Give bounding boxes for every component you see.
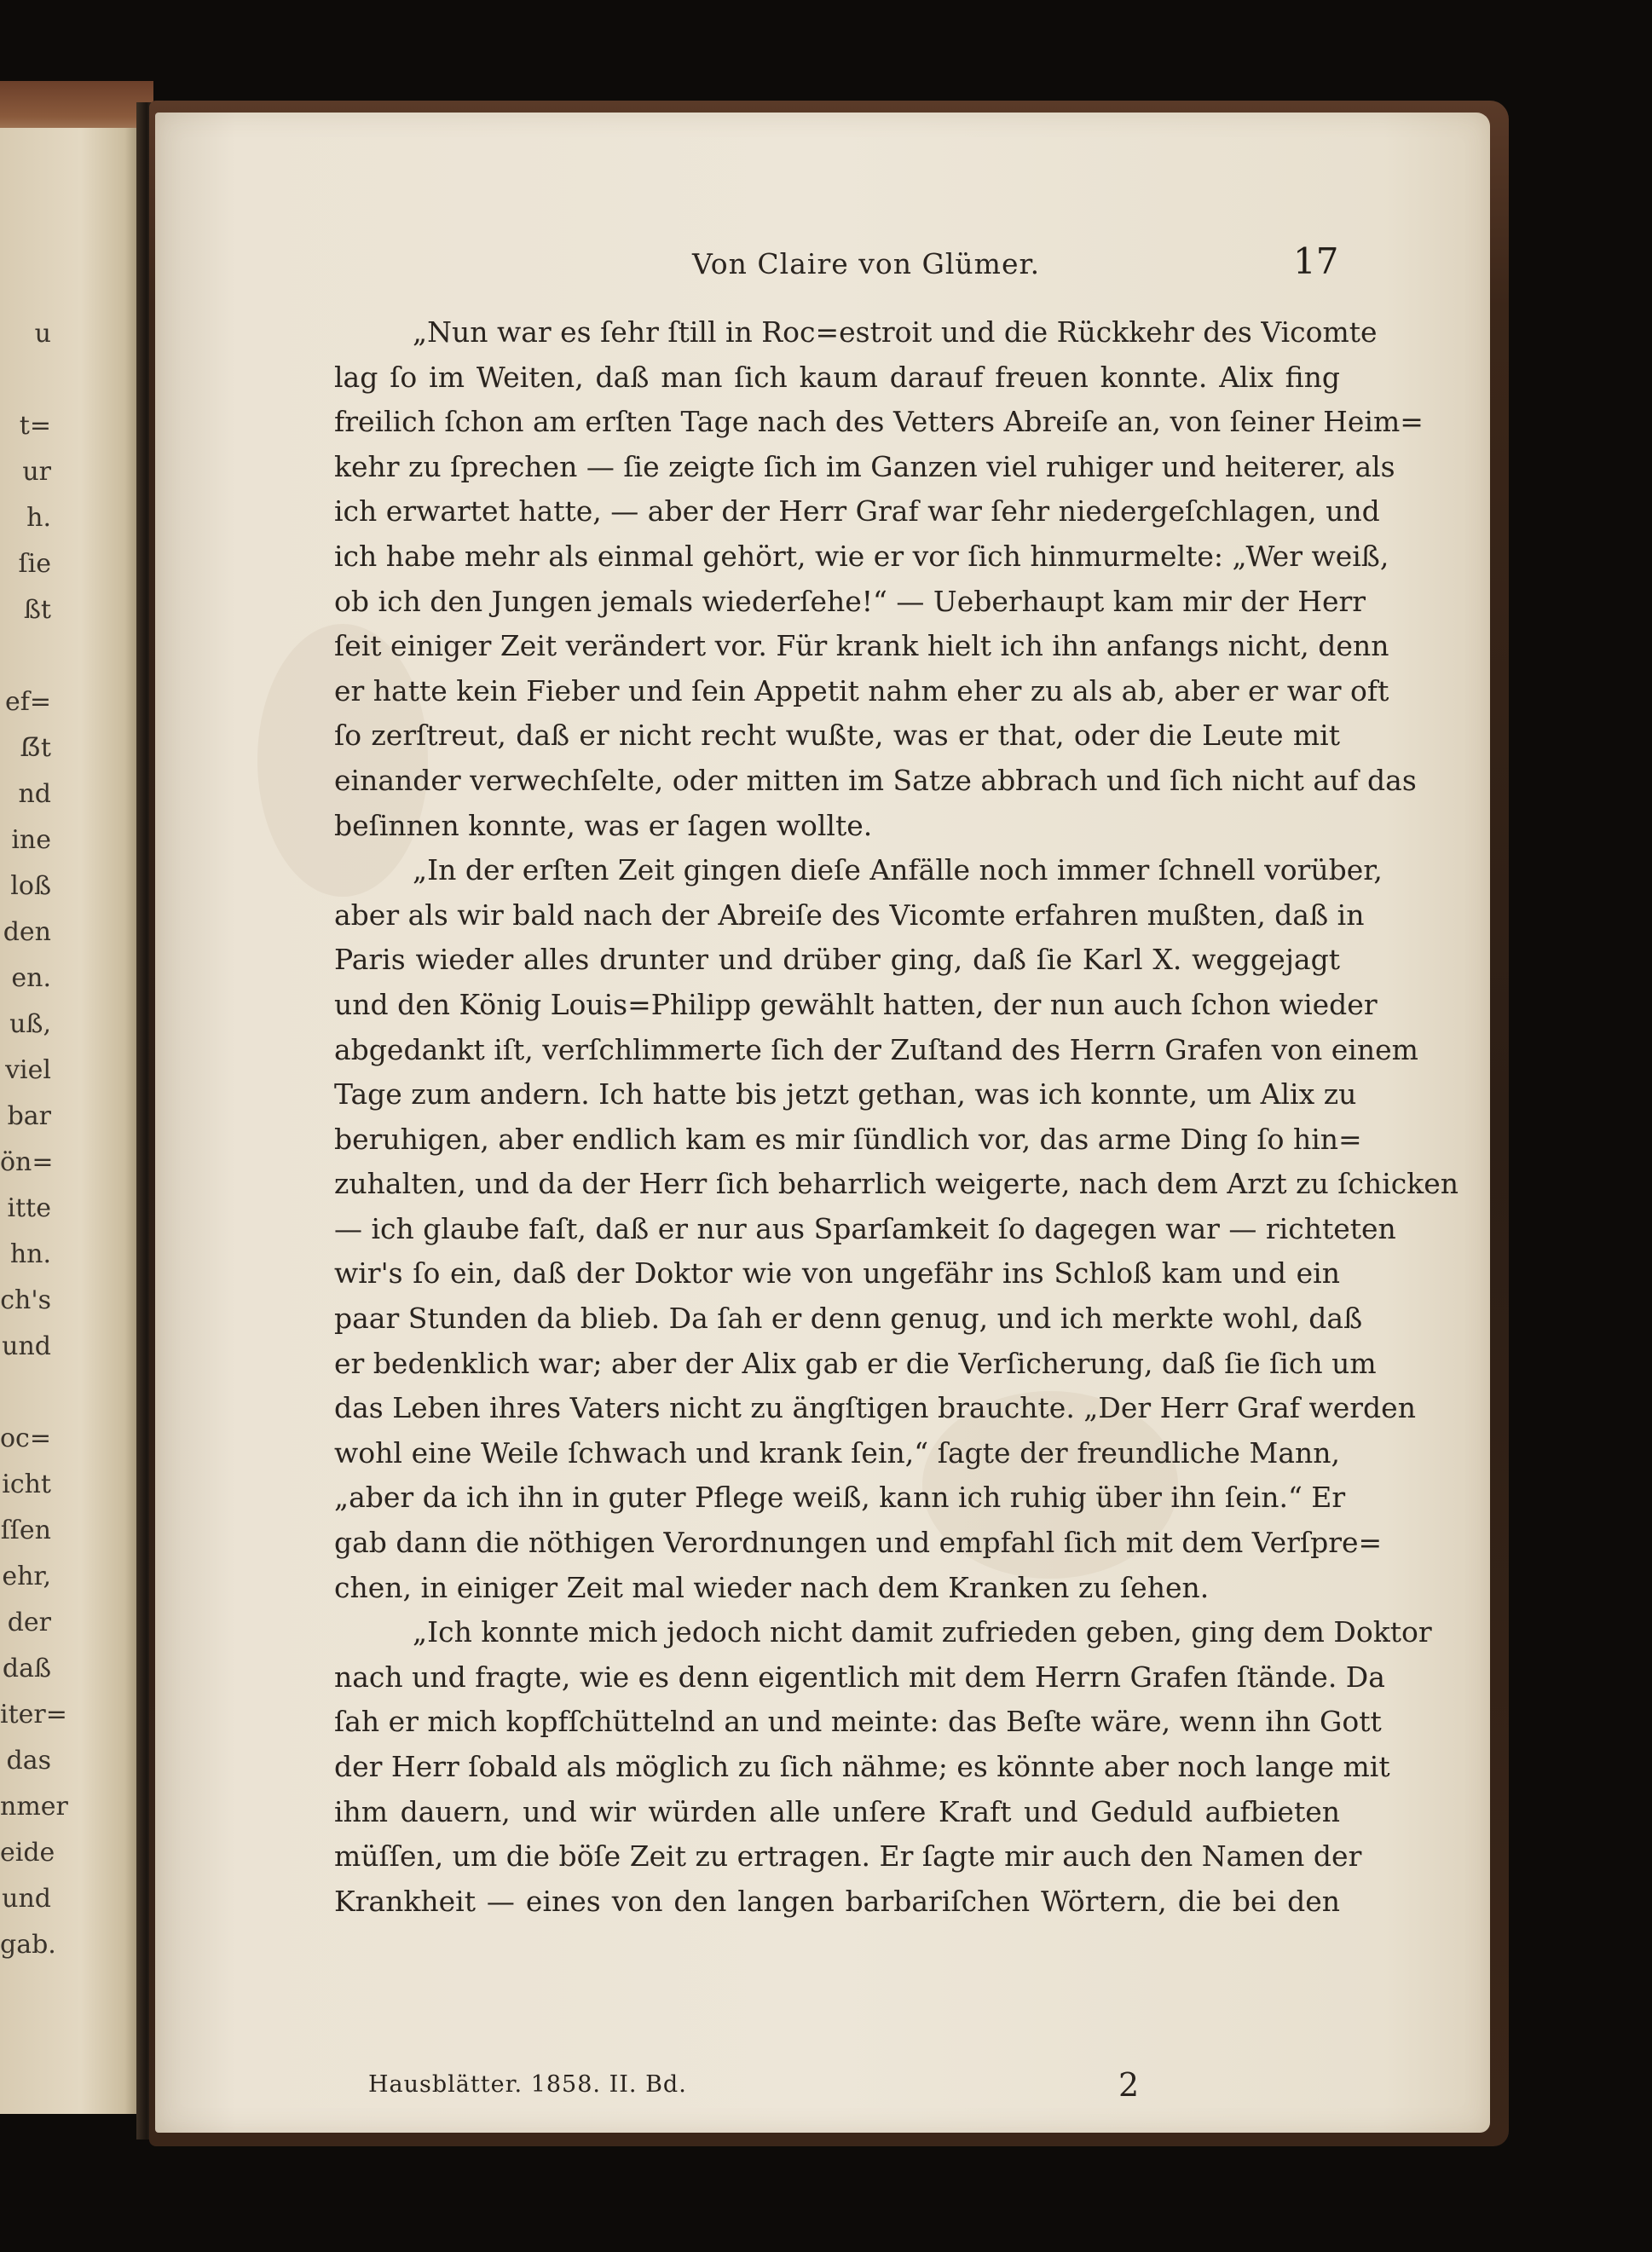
left-page-fragment: en. <box>11 963 51 993</box>
paragraph <box>334 848 1459 1610</box>
text-line: müſſen, um die böſe Zeit zu ertragen. Er ſagte mir auch den Namen der <box>334 1839 1362 1874</box>
left-page-fragment: das <box>6 1746 51 1776</box>
page-footer <box>155 2066 1490 2122</box>
text-line: ſah er mich kopfſchüttelnd an und meinte: das Beſte wäre, wenn ihn Gott <box>334 1705 1382 1739</box>
text-line: „Ich konnte mich jedoch nicht damit zufrieden geben, ging dem Doktor <box>413 1615 1432 1649</box>
left-page-fragment: eide <box>0 1838 55 1868</box>
text-line: chen, in einiger Zeit mal wieder nach dem Kranken zu ſehen. <box>334 1570 1210 1604</box>
left-page-fragment <box>0 357 51 403</box>
left-page-fragment: ch's <box>0 1285 51 1315</box>
signature-number: 2 <box>1118 2066 1140 2104</box>
left-page-fragment: iter= <box>0 1700 67 1729</box>
text-line: Paris wieder alles drunter und drüber ging, daß ſie Karl X. weggejagt <box>334 943 1340 977</box>
left-page-fragment: ön= <box>0 1147 54 1177</box>
text-line: „aber da ich ihn in guter Pflege weiß, kann ich ruhig über ihn ſein.“ Er <box>334 1481 1346 1515</box>
paragraph <box>334 1610 1432 1924</box>
left-page-fragment: icht <box>2 1470 51 1499</box>
text-line: Krankheit — eines von den langen barbariſchen Wörtern, die bei den <box>334 1884 1340 1918</box>
left-page-fragment: ſſen <box>0 1516 51 1545</box>
text-line: das Leben ihres Vaters nicht zu ängſtigen brauchte. „Der Herr Graf werden <box>334 1391 1416 1425</box>
running-head <box>155 232 1490 300</box>
text-line: wir's ſo ein, daß der Doktor wie von ungefähr ins Schloß kam und ein <box>334 1256 1340 1291</box>
text-line: ob ich den Jungen jemals wiederſehe!“ — Ueberhaupt kam mir der Herr <box>334 584 1366 618</box>
left-page-fragment: uß, <box>9 1009 51 1039</box>
text-line: paar Stunden da blieb. Da ſah er denn genug, und ich merkte wohl, daß <box>334 1302 1363 1336</box>
text-line: abgedankt iſt, verſchlimmerte ſich der Zuſtand des Herrn Grafen von einem <box>334 1032 1418 1066</box>
left-page-fragment: hn. <box>9 1239 51 1269</box>
left-page-fragment: gab. <box>0 1930 56 1960</box>
text-line: „Nun war es ſehr ſtill in Roc=estroit und die Rückkehr des Vicomte <box>413 315 1378 349</box>
left-page-fragment: ſie <box>18 549 51 579</box>
left-page-fragment: ine <box>11 825 51 855</box>
left-page-fragment <box>0 1370 51 1416</box>
running-head-title: Von Claire von Glümer. <box>692 247 1041 280</box>
page-number: 17 <box>1293 240 1339 282</box>
text-line: der Herr ſobald als möglich zu ſich nähme; es könnte aber noch lange mit <box>334 1750 1390 1783</box>
left-page-fragment: oc= <box>0 1423 51 1453</box>
text-line: zuhalten, und da der Herr ſich beharrlich weigerte, nach dem Arzt zu ſchicken <box>334 1167 1459 1201</box>
left-page-fragment: bar <box>7 1101 51 1131</box>
left-page-fragment: itte <box>7 1193 51 1223</box>
left-page-fragment: ur <box>22 457 51 487</box>
text-line: und den König Louis=Philipp gewählt hatten, der nun auch ſchon wieder <box>334 987 1378 1021</box>
text-line: — ich glaube faſt, daß er nur aus Sparſamkeit ſo dagegen war — richteten <box>334 1211 1396 1245</box>
left-page-text-fragments <box>0 311 68 1968</box>
text-line: freilich ſchon am erſten Tage nach des Vetters Abreiſe an, von ſeiner Heim= <box>334 405 1424 439</box>
text-line: kehr zu ſprechen — ſie zeigte ſich im Ganzen viel ruhiger und heiterer, als <box>334 449 1395 483</box>
left-page-fragment: ef= <box>5 687 51 717</box>
text-line: wohl eine Weile ſchwach und krank ſein,“ ſagte der freundliche Mann, <box>334 1435 1340 1470</box>
text-line: gab dann die nöthigen Verordnungen und empfahl ſich mit dem Verſpre= <box>334 1526 1383 1560</box>
signature-mark: Hausblätter. 1858. II. Bd. <box>368 2071 687 2098</box>
left-page-fragment: der <box>7 1608 51 1637</box>
paragraph <box>334 310 1424 848</box>
text-line: er hatte kein Fieber und ſein Appetit nahm eher zu als ab, aber er war oft <box>334 673 1389 707</box>
text-line: ich erwartet hatte, — aber der Herr Graf war ſehr niedergeſchlagen, und <box>334 494 1380 528</box>
text-line: „In der erſten Zeit gingen dieſe Anfälle noch immer ſchnell vorüber, <box>413 853 1383 887</box>
left-page-fragment: ẞt <box>20 733 51 763</box>
left-page-fragment: h. <box>26 503 51 533</box>
left-page-fragment: t= <box>19 411 51 441</box>
left-page-fragment: und <box>2 1884 51 1914</box>
text-line: nach und fragte, wie es denn eigentlich mit dem Herrn Grafen ſtände. Da <box>334 1660 1385 1694</box>
text-line: aber als wir bald nach der Abreiſe des Vicomte erfahren mußten, daß in <box>334 898 1365 932</box>
left-page-fragment: u <box>34 319 51 349</box>
text-line: Tage zum andern. Ich hatte bis jetzt gethan, was ich konnte, um Alix zu <box>334 1077 1357 1112</box>
left-page-fragment <box>0 633 51 679</box>
left-page-fragment: ßt <box>23 595 51 625</box>
left-page-fragment: ehr, <box>2 1562 51 1591</box>
text-line: ſo zerſtreut, daß er nicht recht wußte, was er that, oder die Leute mit <box>334 719 1340 753</box>
left-page-fragment: daß <box>2 1654 51 1683</box>
text-line: ihm dauern, und wir würden alle unſere Kraft und Geduld aufbieten <box>334 1794 1340 1828</box>
left-page-fragment: nd <box>18 779 51 809</box>
text-line: er bedenklich war; aber der Alix gab er die Verſicherung, daß ſie ſich um <box>334 1346 1377 1380</box>
left-page-fragment: den <box>3 917 51 947</box>
left-page-fragment: und <box>2 1331 51 1361</box>
left-page-fragment: loß <box>10 871 51 901</box>
text-line: ſeit einiger Zeit verändert vor. Für krank hielt ich ihn anfangs nicht, denn <box>334 629 1389 663</box>
text-line: einander verwechſelte, oder mitten im Satze abbrach und ſich nicht auf das <box>334 763 1417 797</box>
text-line: beſinnen konnte, was er ſagen wollte. <box>334 808 873 842</box>
text-line: ich habe mehr als einmal gehört, wie er vor ſich hinmurmelte: „Wer weiß, <box>334 539 1389 573</box>
right-page <box>155 113 1490 2133</box>
text-line: beruhigen, aber endlich kam es mir ſündlich vor, das arme Ding ſo hin= <box>334 1122 1362 1156</box>
left-page-fragment: nmer <box>0 1792 68 1822</box>
body-text <box>334 310 1459 1924</box>
left-page-fragment: viel <box>5 1055 51 1085</box>
text-line: lag ſo im Weiten, daß man ſich kaum darauf freuen konnte. Alix fing <box>334 360 1340 394</box>
